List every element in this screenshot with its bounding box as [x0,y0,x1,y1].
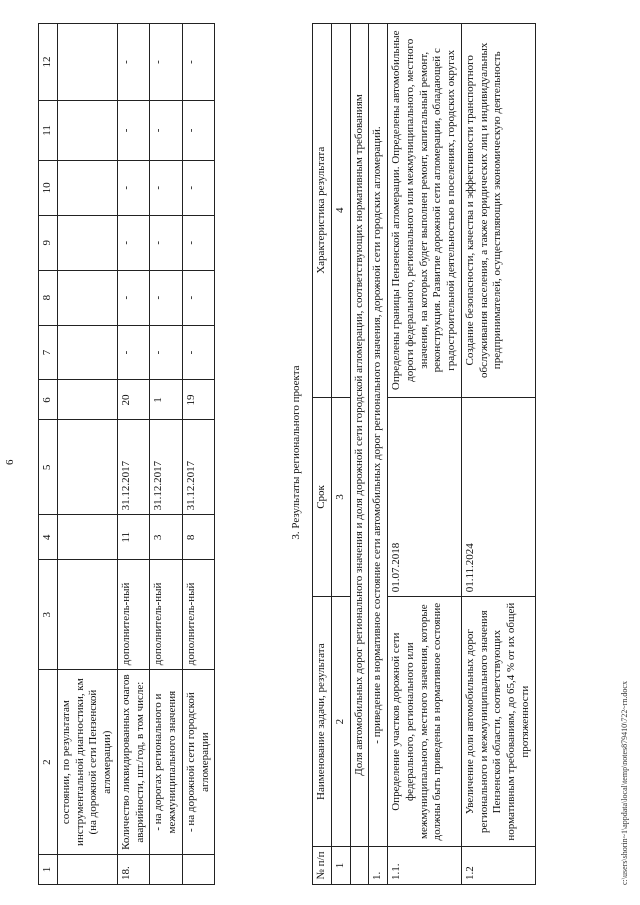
col-header-name: Наименование задачи, результата [313,597,332,847]
table-row [461,24,535,885]
col-number: 9 [39,215,58,270]
indicators-table [38,23,215,885]
cell: - [117,325,150,380]
table-row [117,24,150,885]
cell: дополнитель-ный [150,560,183,670]
cell: 19 [182,380,215,420]
cell: 8 [182,515,215,560]
cell: - [182,215,215,270]
col-number: 2 [331,597,350,847]
table-row [57,24,117,885]
cell: - [182,24,215,101]
table-header-row [39,24,58,885]
results-table [312,23,536,885]
cell: 18. [117,855,150,885]
cell [350,847,369,885]
result-date: 01.11.2024 [461,397,535,597]
cell [57,100,117,160]
cell: - [150,270,183,325]
table-header-row [313,24,332,885]
col-number: 5 [39,420,58,515]
cell [57,560,117,670]
cell: состоянии, по результатам инструментальной диагностики, км (на дорожной сети Пензенской агломерации) [57,670,117,855]
col-number: 1 [39,855,58,885]
cell [182,855,215,885]
cell: - [182,270,215,325]
result-name: Увеличение доли автомобильных дорог регионального и межмуниципального значения Пензенской области, соответствующих нормативным требованиям, до 65,4 % от их общей протяженности [461,597,535,847]
cell: - [117,24,150,101]
task-text: - приведение в нормативное состояние сети автомобильных дорог регионального значения, дорожной сети городских агломераций. [369,24,388,847]
table-row [182,24,215,885]
col-header-description: Характеристика результата [313,24,332,398]
cell: 31.12.2017 [182,420,215,515]
cell: Количество ликвидированных очагов аварийности, шт./год, в том числе: [117,670,150,855]
cell: - [150,100,183,160]
cell [57,515,117,560]
col-number: 2 [39,670,58,855]
cell: - на дорогах регионального и межмуниципального значения [150,670,183,855]
cell: - [182,160,215,215]
row-number: 1.2 [461,847,535,885]
table-row [150,24,183,885]
cell: 31.12.2017 [150,420,183,515]
cell: - [150,215,183,270]
col-number: 10 [39,160,58,215]
col-number: 3 [39,560,58,670]
cell [57,420,117,515]
cell: - [117,100,150,160]
col-number: 11 [39,100,58,160]
cell [150,855,183,885]
cell: - [117,270,150,325]
cell: - [117,160,150,215]
cell [57,160,117,215]
row-number: 1.1. [388,847,462,885]
cell [57,380,117,420]
result-date: 01.07.2018 [388,397,462,597]
cell: - [150,160,183,215]
col-number: 3 [331,397,350,597]
cell: дополнитель-ный [117,560,150,670]
task-row [369,24,388,885]
cell: 11 [117,515,150,560]
page-number: 6 [4,459,16,465]
cell: 20 [117,380,150,420]
cell: 3 [150,515,183,560]
col-number: 7 [39,325,58,380]
cell: дополнитель-ный [182,560,215,670]
cell [57,270,117,325]
cell: - [117,215,150,270]
cell: - [150,24,183,101]
cell: - [182,325,215,380]
col-number: 12 [39,24,58,101]
result-name: Определение участков дорожной сети федерального, регионального или межмуниципального, местного значения, которые должны быть приведены в нормативное состояние [388,597,462,847]
cell [57,24,117,101]
goal-text: Доля автомобильных дорог регионального значения и доля дорожной сети городской агломерации, соответствующих нормативным требованиям [350,24,369,847]
col-number: 4 [39,515,58,560]
col-header-date: Срок [313,397,332,597]
goal-row [350,24,369,885]
result-description: Создание безопасности, качества и эффективности транспортного обслуживания населения, а также юридических лиц и индивидуальных предпринимателей, осуществляющих экономическую деятельность [461,24,535,398]
cell [57,325,117,380]
cell: 31.12.2017 [117,420,150,515]
col-number: 4 [331,24,350,398]
result-description: Определены границы Пензенской агломерации. Определены автомобильные дороги федерального, регионального или межмуниципального, местного значения, на которых будет выполнен ремонт, капитальный ремонт, реконструкция. Развитие дорожной сети агломерации, обладающей с градостроительной деятельностью в поселениях, городских округах [388,24,462,398]
cell [57,215,117,270]
col-number: 1 [331,847,350,885]
col-number: 8 [39,270,58,325]
task-number: 1. [369,847,388,885]
cell: - [150,325,183,380]
section-title: 3. Результаты регионального проекта [290,365,302,540]
cell [57,855,117,885]
col-header-number: № п/п [313,847,332,885]
cell: - на дорожной сети городской агломерации [182,670,215,855]
footer-file-path: c:\users\shorin~1\appdata\local\temp\notes879410\722~rn.docx [620,681,629,885]
column-numbers-row [331,24,350,885]
col-number: 6 [39,380,58,420]
cell: - [182,100,215,160]
table-row [388,24,462,885]
cell: 1 [150,380,183,420]
